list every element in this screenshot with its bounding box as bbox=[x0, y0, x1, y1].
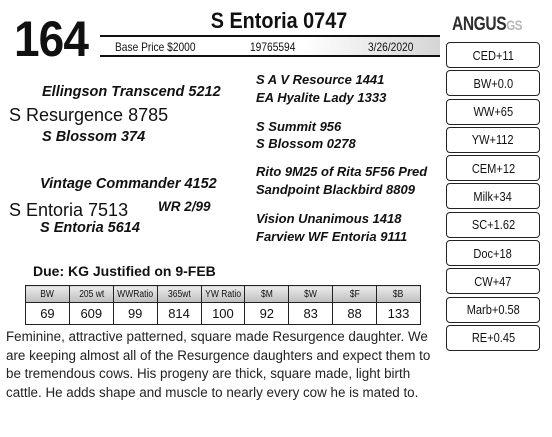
performance-value-cell: 609 bbox=[69, 303, 113, 325]
performance-header-cell: WWRatio bbox=[113, 286, 157, 303]
brand-main-text: ANGUS bbox=[452, 14, 507, 35]
epd-box-bw bbox=[446, 70, 540, 96]
lot-description: Feminine, attractive patterned, square made Resurgence daughter. We are keeping almost all of the Resurgence daughters and expect them to be tremendous cows. His progeny are thick, square made, light birth cattle. He adds shape and muscle to nearly every cow he is mated to. bbox=[6, 329, 431, 400]
epd-box-yw bbox=[446, 127, 540, 153]
animal-name: S Entoria 0747 bbox=[210, 8, 348, 33]
pedigree-right-line: Vision Unanimous 1418 bbox=[256, 211, 402, 226]
performance-value-cell: 814 bbox=[157, 303, 201, 325]
performance-header-cell: 365wt bbox=[157, 286, 201, 303]
pedigree-dam-note: WR 2/99 bbox=[158, 199, 211, 214]
performance-value-cell: 133 bbox=[377, 303, 421, 325]
performance-value-cell: 83 bbox=[289, 303, 333, 325]
epd-box-ced bbox=[446, 42, 540, 68]
birth-date: 3/26/2020 bbox=[368, 40, 414, 54]
pedigree-dam-sire: Vintage Commander 4152 bbox=[40, 176, 217, 192]
epd-value: CED+11 bbox=[472, 47, 514, 63]
registration-number: 19765594 bbox=[250, 40, 296, 54]
pedigree-right-line: Sandpoint Blackbird 8809 bbox=[256, 182, 415, 197]
epd-value: Marb+0.58 bbox=[466, 302, 520, 318]
info-bar bbox=[100, 35, 440, 57]
performance-header-cell: $F bbox=[333, 286, 377, 303]
performance-header-cell: YW Ratio bbox=[201, 286, 245, 303]
pedigree-right-line: S Summit 956 bbox=[256, 119, 342, 134]
epd-column bbox=[446, 42, 540, 353]
epd-box-re bbox=[446, 325, 540, 351]
pedigree-dam: S Entoria 7513 bbox=[9, 200, 129, 220]
pedigree-right-line: S Blossom 0278 bbox=[256, 136, 356, 151]
brand-suffix-text: GS bbox=[506, 17, 522, 33]
breed-brand bbox=[452, 15, 522, 35]
performance-table bbox=[25, 285, 421, 325]
epd-value: SC+1.62 bbox=[471, 217, 515, 233]
epd-value: WW+65 bbox=[473, 104, 513, 120]
epd-box-cw bbox=[446, 268, 540, 294]
lot-number: 164 bbox=[14, 11, 89, 67]
epd-box-ww bbox=[446, 99, 540, 125]
performance-value-cell: 100 bbox=[201, 303, 245, 325]
performance-value-cell: 99 bbox=[113, 303, 157, 325]
epd-box-sc bbox=[446, 212, 540, 238]
epd-box-cem bbox=[446, 155, 540, 181]
performance-header-row bbox=[26, 286, 421, 303]
epd-box-doc bbox=[446, 240, 540, 266]
pedigree-dam-dam: S Entoria 5614 bbox=[40, 220, 140, 236]
pedigree-right-line: Farview WF Entoria 9111 bbox=[256, 229, 408, 244]
pedigree-sire: S Resurgence 8785 bbox=[9, 105, 169, 125]
performance-value-row bbox=[26, 303, 421, 325]
epd-value: Doc+18 bbox=[473, 245, 513, 261]
pedigree-sire-sire: Ellingson Transcend 5212 bbox=[42, 84, 221, 100]
performance-value-cell: 92 bbox=[245, 303, 289, 325]
epd-value: BW+0.0 bbox=[473, 75, 513, 91]
epd-value: RE+0.45 bbox=[471, 330, 515, 346]
epd-box-milk bbox=[446, 183, 540, 209]
performance-header-cell: $B bbox=[377, 286, 421, 303]
epd-value: Milk+34 bbox=[473, 188, 513, 204]
epd-value: CEM+12 bbox=[471, 160, 515, 176]
performance-header-cell: $W bbox=[289, 286, 333, 303]
performance-value-cell: 69 bbox=[26, 303, 70, 325]
epd-value: CW+47 bbox=[474, 273, 512, 289]
performance-value-cell: 88 bbox=[333, 303, 377, 325]
performance-header-cell: 205 wt bbox=[69, 286, 113, 303]
pedigree-right-line: EA Hyalite Lady 1333 bbox=[256, 90, 387, 105]
due-date-line: Due: KG Justified on 9-FEB bbox=[33, 263, 216, 279]
base-price: Base Price $2000 bbox=[115, 40, 196, 54]
pedigree-sire-dam: S Blossom 374 bbox=[42, 129, 146, 145]
epd-value: YW+112 bbox=[472, 132, 514, 148]
pedigree-right-line: Rito 9M25 of Rita 5F56 Pred bbox=[256, 164, 428, 179]
pedigree-right-line: S A V Resource 1441 bbox=[256, 72, 385, 87]
performance-header-cell: $M bbox=[245, 286, 289, 303]
epd-box-marb bbox=[446, 297, 540, 323]
performance-header-cell: BW bbox=[26, 286, 70, 303]
